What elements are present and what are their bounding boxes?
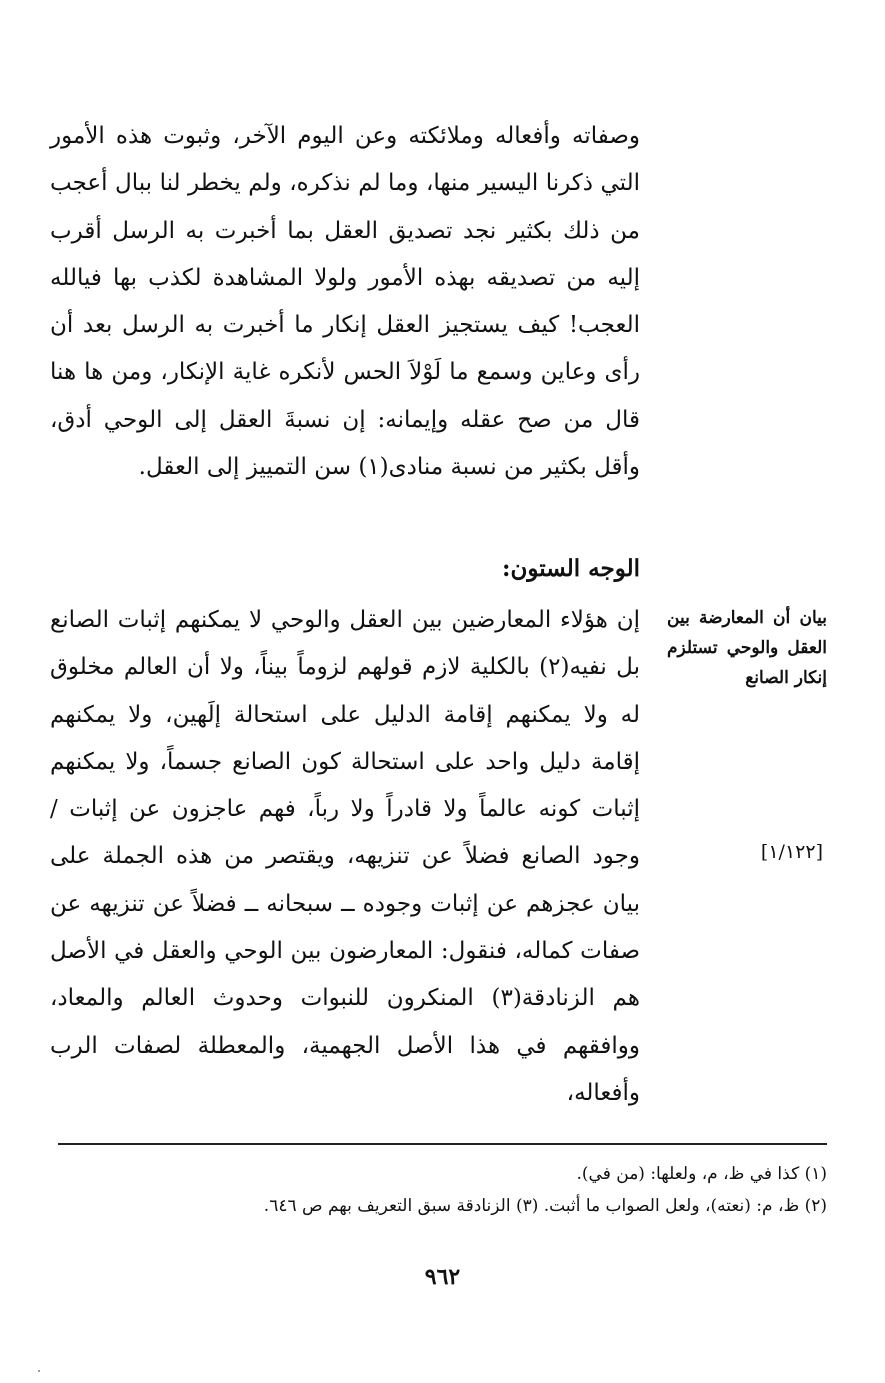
footnote-1: (١) كذا في ظ، م، ولعلها: (من في).: [576, 1164, 827, 1184]
margin-side-note: بيان أن المعارضة بين العقل والوحي تستلزم إنكار الصانع: [667, 608, 827, 688]
footnote-divider: [58, 1143, 827, 1145]
section-heading: الوجه الستون:: [502, 555, 640, 582]
footnotes: [57, 1158, 827, 1222]
margin-page-reference: [١/١٢٢]: [760, 841, 823, 863]
scan-speck: [38, 1370, 40, 1372]
body-paragraph-1: وصفاته وأفعاله وملائكته وعن اليوم الآخر، وثبوت هذه الأمور التي ذكرنا اليسير منها، وما لم نذكره، ولم يخطر لنا ببال أعجب من ذلك بكثير نجد تصديق العقل بما أخبرت به الرسل أقرب إليه من تصديقه بهذه الأمور ولولا المشاهدة لكذب بها فيالله العجب! كيف يستجيز العقل إنكار ما أخبرت به الرسل بعد أن رأى وعاين وسمع ما لَوْلاَ الحس لأنكره غاية الإنكار، ومن ها هنا قال من صح عقله وإيمانه: إن نسبةَ العقل إلى الوحي أدق، وأقل بكثير من نسبة منادى(١) سن التمييز إلى العقل.: [50, 123, 640, 481]
body-paragraph-2: إن هؤلاء المعارضين بين العقل والوحي لا يمكنهم إثبات الصانع بل نفيه(٢) بالكلية لازم قولهم لزوماً بيناً، ولا أن العالم مخلوق له ولا يمكنهم إقامة الدليل على استحالة إلَهين، ولا يمكنهم إقامة دليل واحد على استحالة كون الصانع جسماً، ولا يمكنهم إثبات كونه عالماً ولا قادراً ولا رباً، فهم عاجزون عن إثبات / وجود الصانع فضلاً عن تنزيهه، ويقتصر من هذه الجملة على بيان عجزهم عن إثبات وجوده ــ سبحانه ــ فضلاً عن تنزيهه عن صفات كماله، فنقول: المعارضون بين الوحي والعقل في الأصل هم الزنادقة(٣) المنكرون للنبوات وحدوث العالم والمعاد، ووافقهم في هذا الأصل الجهمية، والمعطلة لصفات الرب وأفعاله،: [50, 607, 640, 1106]
footnote-2: (٢) ظ، م: (نعته)، ولعل الصواب ما أثبت. (٣) الزنادقة سبق التعريف بهم ص ٦٤٦.: [263, 1196, 827, 1216]
page-number: ٩٦٢: [424, 1264, 461, 1290]
